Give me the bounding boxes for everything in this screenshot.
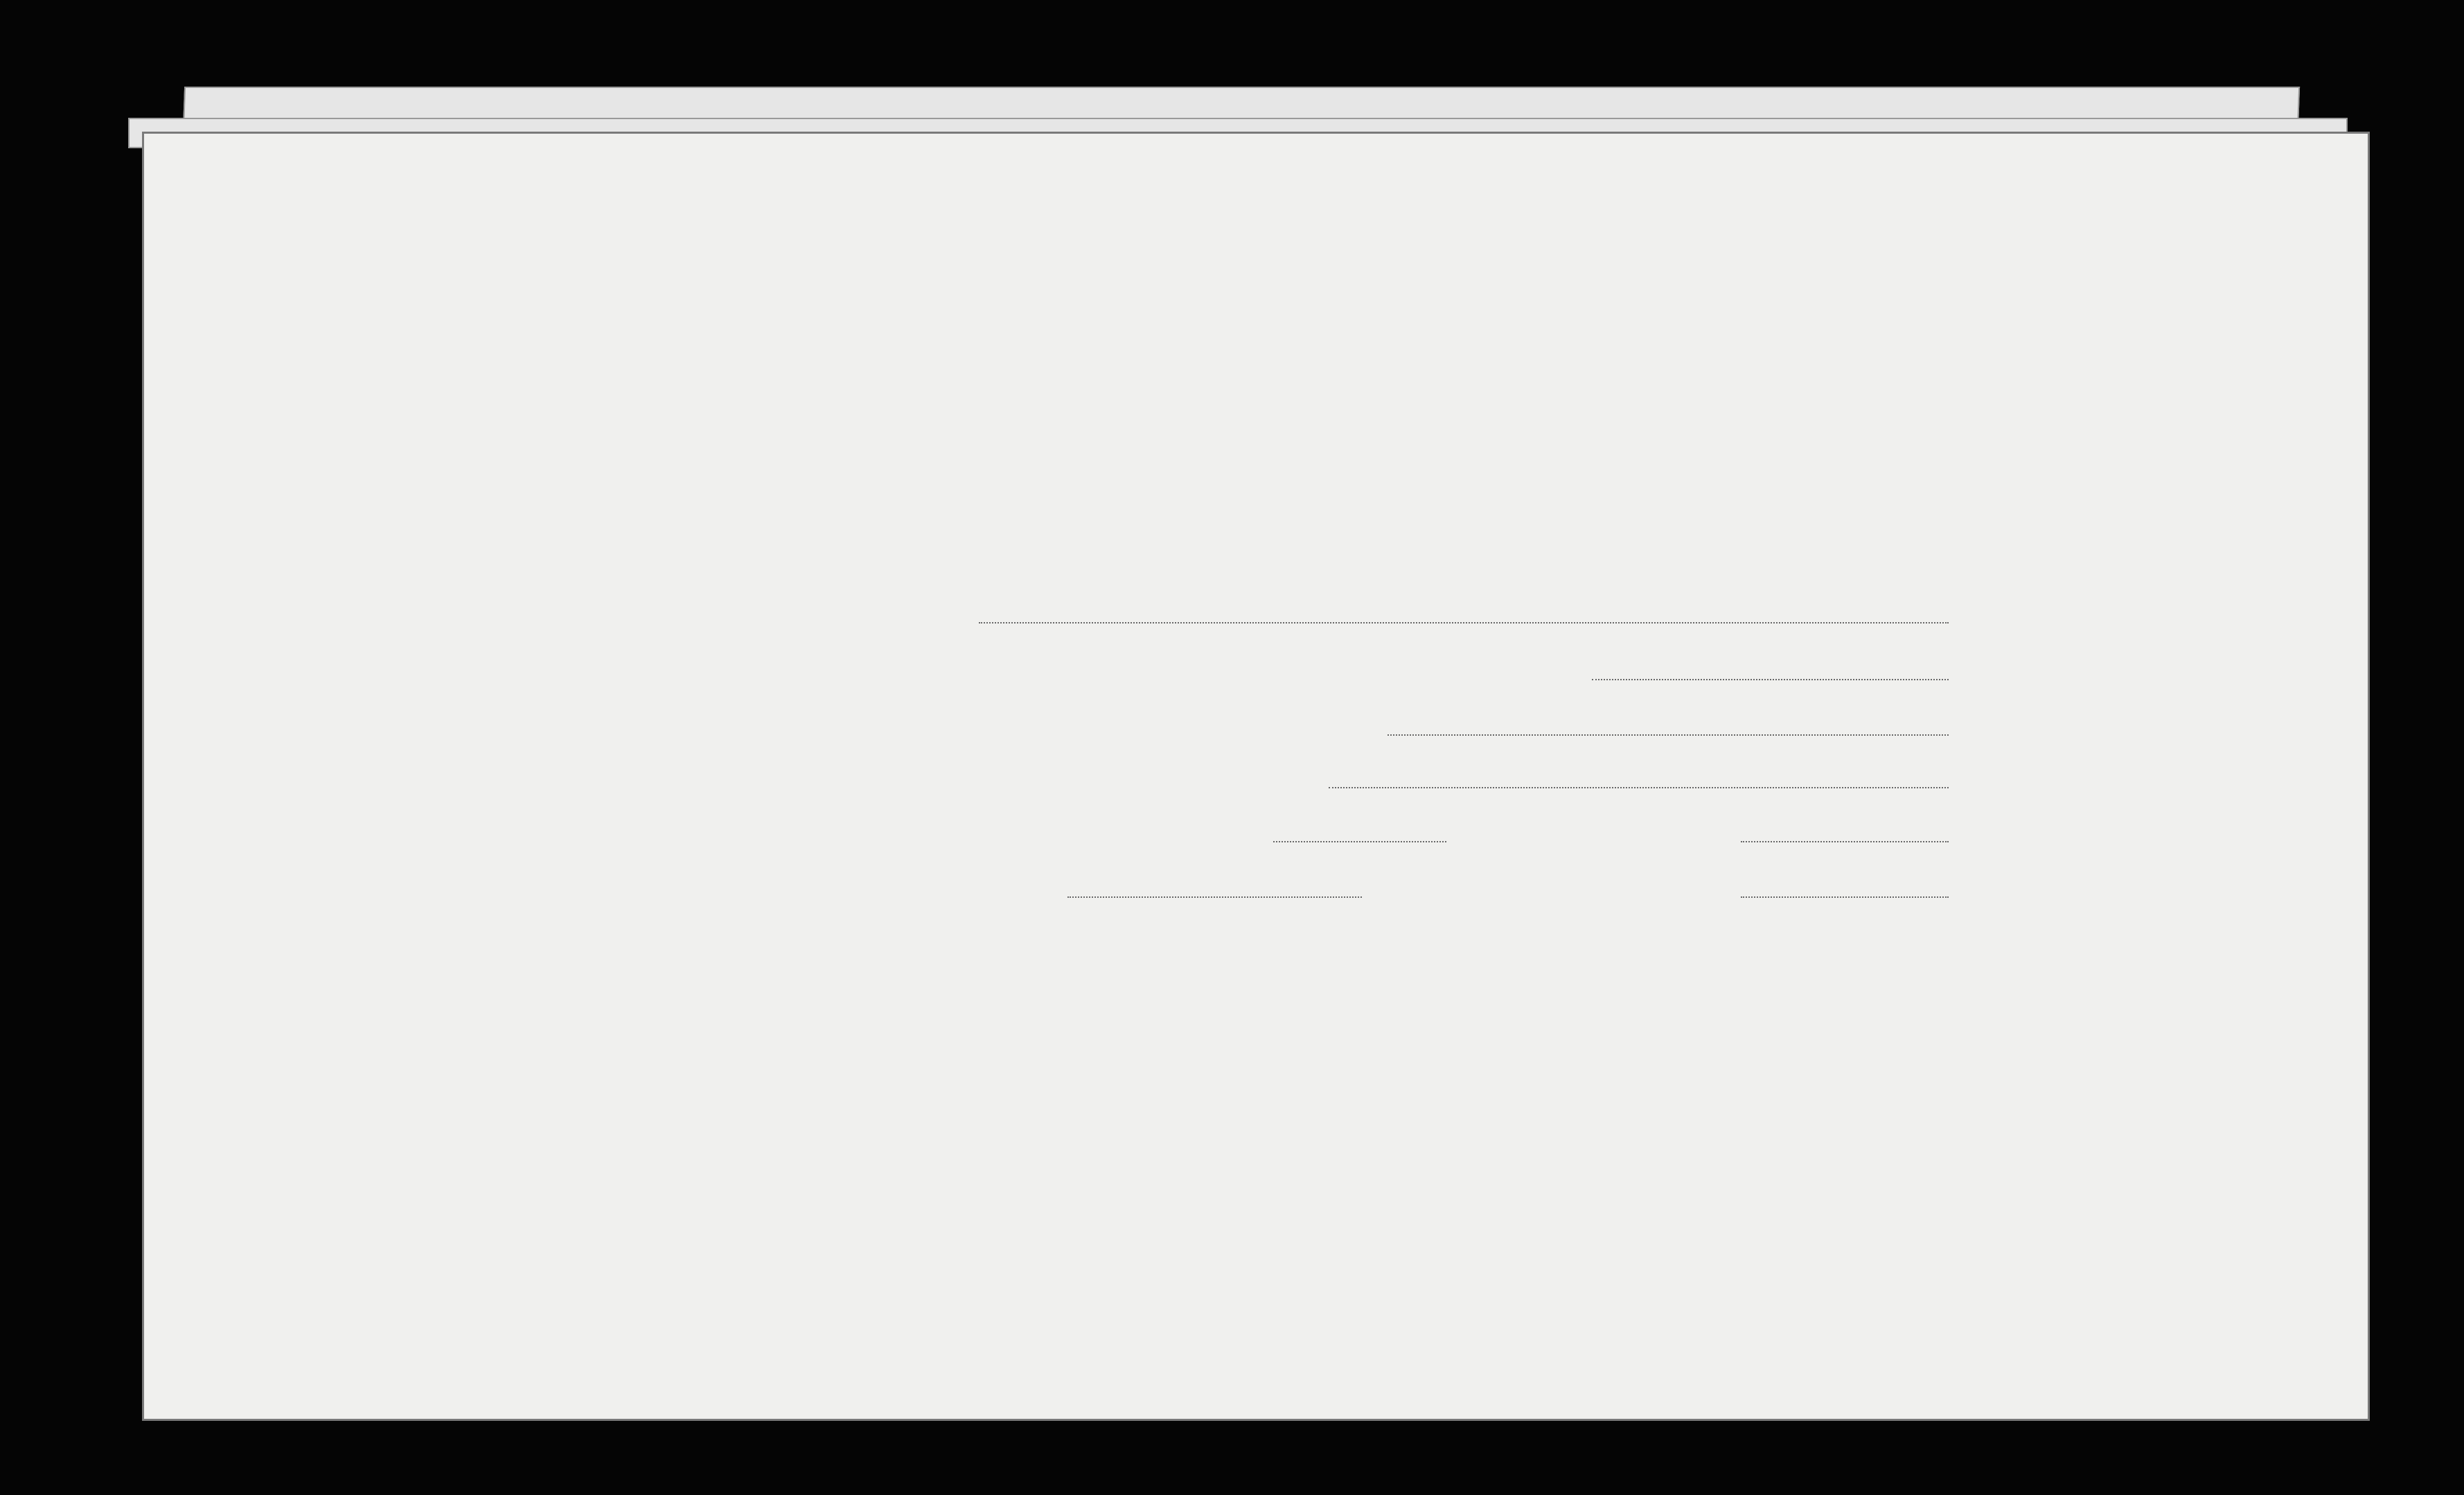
census-card xyxy=(142,132,2370,1421)
